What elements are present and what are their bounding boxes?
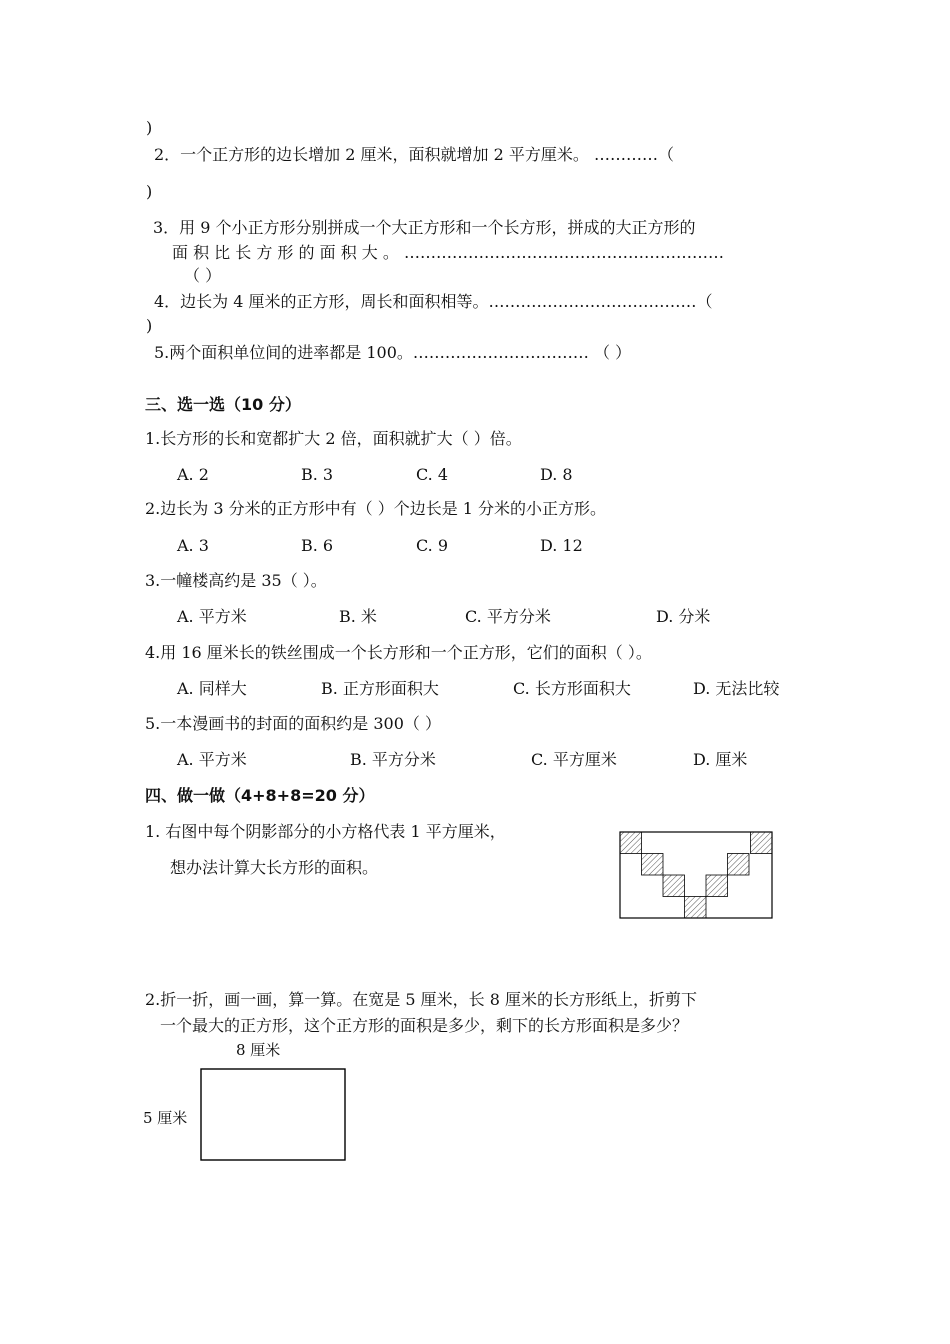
judge-q3-line1: 3．用 9 个小正方形分别拼成一个大正方形和一个长方形，拼成的大正方形的: [153, 218, 696, 237]
s3-q2-option-a: A. 3: [177, 536, 209, 555]
s3-q5-option-d: D. 厘米: [693, 750, 748, 769]
s3-q1-option-d: D. 8: [540, 465, 573, 484]
s3-q4-text: 4.用 16 厘米长的铁丝围成一个长方形和一个正方形，它们的面积（ ）。: [145, 643, 652, 662]
s3-q2-option-b: B. 6: [301, 536, 334, 555]
s3-q3-option-b: B. 米: [339, 607, 377, 626]
s3-q2-option-d: D. 12: [540, 536, 583, 555]
judge-q3-line2: 面 积 比 长 方 形 的 面 积 大 。 ……………………………………………………: [172, 243, 724, 262]
shaded-square: [620, 832, 642, 854]
judge-q2-text: 2．一个正方形的边长增加 2 厘米，面积就增加 2 平方厘米。 …………（: [154, 145, 674, 164]
judge-q3-paren: （ ）: [184, 266, 222, 285]
shaded-square: [685, 897, 707, 919]
judge-q2-close: ): [146, 182, 153, 201]
s3-q1-text: 1.长方形的长和宽都扩大 2 倍，面积就扩大（ ）倍。: [145, 429, 522, 448]
s3-q3-option-d: D. 分米: [656, 607, 711, 626]
judge-q5-text: 5.两个面积单位间的进率都是 100。…………………………… （ ）: [154, 343, 632, 362]
shaded-square: [728, 854, 750, 876]
s3-q5-text: 5.一本漫画书的封面的面积约是 300（ ）: [145, 714, 441, 733]
shaded-squares: [620, 832, 772, 918]
s4-q1-line1: 1. 右图中每个阴影部分的小方格代表 1 平方厘米，: [145, 822, 506, 841]
shaded-square: [642, 854, 664, 876]
s3-q4-option-b: B. 正方形面积大: [321, 679, 439, 698]
q1-close-paren: ): [146, 118, 153, 137]
shaded-grid-figure: [619, 831, 775, 921]
s3-q2-option-c: C. 9: [416, 536, 449, 555]
s3-q5-option-c: C. 平方厘米: [531, 750, 617, 769]
s3-q4-option-a: A. 同样大: [177, 679, 247, 698]
s4-q1-line2: 想办法计算大长方形的面积。: [170, 858, 379, 877]
s3-q3-option-c: C. 平方分米: [465, 607, 551, 626]
shaded-square: [663, 875, 685, 897]
fig2-length-label: 8 厘米: [236, 1041, 281, 1059]
s3-q4-option-d: D. 无法比较: [693, 679, 780, 698]
s3-q1-option-b: B. 3: [301, 465, 334, 484]
s3-q1-option-a: A. 2: [177, 465, 209, 484]
s3-q5-option-b: B. 平方分米: [350, 750, 436, 769]
s3-q5-option-a: A. 平方米: [177, 750, 247, 769]
s3-q2-text: 2.边长为 3 分米的正方形中有（ ）个边长是 1 分米的小正方形。: [145, 499, 607, 518]
paper-rectangle: [200, 1068, 346, 1162]
s3-q4-option-c: C. 长方形面积大: [513, 679, 631, 698]
s3-q3-text: 3.一幢楼高约是 35（ ）。: [145, 571, 327, 590]
judge-q4-close: ): [146, 316, 153, 335]
s4-q2-line1: 2.折一折，画一画，算一算。在宽是 5 厘米，长 8 厘米的长方形纸上，折剪下: [145, 990, 697, 1009]
fig2-width-label: 5 厘米: [143, 1109, 188, 1127]
judge-q4-text: 4．边长为 4 厘米的正方形，周长和面积相等。…………………………………（: [154, 292, 713, 311]
s3-q3-option-a: A. 平方米: [177, 607, 247, 626]
section4-title: 四、做一做（4+8+8=20 分）: [145, 786, 375, 805]
s4-q2-line2: 一个最大的正方形，这个正方形的面积是多少，剩下的长方形面积是多少？: [160, 1016, 689, 1035]
shaded-square: [706, 875, 728, 897]
section3-title: 三、选一选（10 分）: [145, 395, 301, 414]
s3-q1-option-c: C. 4: [416, 465, 449, 484]
shaded-square: [751, 832, 773, 854]
